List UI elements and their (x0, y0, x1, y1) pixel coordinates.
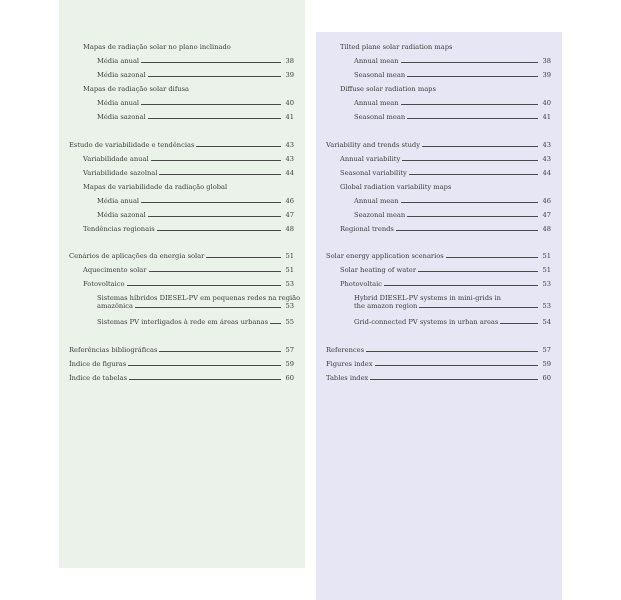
toc-entry[interactable] (354, 211, 551, 219)
toc-entry[interactable] (97, 294, 301, 310)
toc-page-number: 43 (542, 141, 551, 149)
toc-page-number: 43 (285, 141, 294, 149)
toc-entry-label: Seasonal mean (354, 113, 406, 121)
dot-leader (446, 257, 538, 258)
toc-entry-label: Seasonal variability (340, 169, 407, 177)
toc-entry-label: Cenários de aplicações da energia solar (69, 252, 205, 260)
toc-entry-label: Hybrid DIESEL-PV systems in mini-grids in (354, 294, 501, 302)
toc-page-number: 51 (542, 266, 551, 274)
toc-entry-label: Aquecimento solar (83, 266, 147, 274)
toc-entry[interactable] (354, 57, 551, 65)
dot-leader (135, 307, 281, 308)
toc-heading (340, 85, 551, 93)
toc-entry[interactable] (354, 294, 551, 310)
toc-page-number: 41 (542, 113, 551, 121)
toc-entry-label: Sistemas híbridos DIESEL-PV em pequenas redes na região (97, 294, 301, 302)
dot-leader (159, 174, 281, 175)
toc-entry[interactable] (69, 141, 294, 149)
toc-entry[interactable] (326, 374, 551, 382)
toc-entry-label: Tables index (326, 374, 369, 382)
toc-entry-label-continued: the amazon region (354, 302, 418, 310)
toc-entry-label: Annual mean (354, 99, 399, 107)
toc-entry-label: Estudo de variabilidade e tendências (69, 141, 195, 149)
dot-leader (141, 202, 281, 203)
dot-leader (159, 351, 281, 352)
toc-entry[interactable] (340, 225, 551, 233)
toc-entry[interactable] (97, 211, 294, 219)
toc-entry[interactable] (83, 169, 294, 177)
toc-page-number: 40 (542, 99, 551, 107)
toc-entry[interactable] (97, 99, 294, 107)
toc-entry[interactable] (97, 318, 294, 326)
toc-entry[interactable] (69, 374, 294, 382)
toc-entry-label: Mapas de variabilidade da radiação global (83, 183, 228, 191)
toc-entry-label: Variabilidade sazolnal (83, 169, 158, 177)
dot-leader (157, 230, 281, 231)
toc-entry-label: Média anual (97, 197, 140, 205)
toc-page-number: 48 (542, 225, 551, 233)
dot-leader (141, 62, 281, 63)
toc-page-number: 43 (285, 155, 294, 163)
toc-entry-label: Tilted plane solar radiation maps (340, 43, 453, 51)
toc-entry-label: Solar heating of water (340, 266, 417, 274)
toc-page-number: 40 (285, 99, 294, 107)
dot-leader (396, 230, 538, 231)
dot-leader (407, 118, 538, 119)
toc-entry-label: Mapas de radiação solar difusa (83, 85, 190, 93)
toc-entry[interactable] (354, 197, 551, 205)
toc-page-number: 53 (285, 280, 294, 288)
toc-entry[interactable] (326, 346, 551, 354)
toc-entry-label: Índice de tabelas (69, 374, 128, 382)
toc-entry[interactable] (97, 197, 294, 205)
dot-leader (127, 285, 281, 286)
toc-page-number: 39 (285, 71, 294, 79)
toc-page-number: 55 (285, 318, 294, 326)
dot-leader (151, 160, 281, 161)
dot-leader (196, 146, 281, 147)
dot-leader (148, 118, 281, 119)
toc-page-number: 51 (285, 266, 294, 274)
toc-entry[interactable] (97, 71, 294, 79)
toc-entry[interactable] (97, 57, 294, 65)
toc-entry-label: Annual variability (340, 155, 401, 163)
toc-entry-label: Sistemas PV interligados à rede em áreas urbanas (97, 318, 269, 326)
toc-page-number: 47 (285, 211, 294, 219)
dot-leader (366, 351, 538, 352)
dot-leader (129, 379, 281, 380)
toc-entry-label: Diffuse solar radiation maps (340, 85, 436, 93)
toc-page-number: 38 (542, 57, 551, 65)
toc-entry-label-continued: amazônica (97, 302, 134, 310)
toc-entry[interactable] (83, 266, 294, 274)
dot-leader (206, 257, 281, 258)
dot-leader (409, 174, 538, 175)
toc-page-number: 51 (542, 252, 551, 260)
dot-leader (401, 62, 538, 63)
dot-leader (149, 271, 282, 272)
toc-page-number: 48 (285, 225, 294, 233)
toc-entry-label: Figures index (326, 360, 373, 368)
toc-entry-label: Seasonal mean (354, 71, 406, 79)
toc-page-number: 57 (542, 346, 551, 354)
toc-entry[interactable] (354, 71, 551, 79)
toc-page-number: 43 (542, 155, 551, 163)
toc-entry-label: Annual mean (354, 57, 399, 65)
toc-page-number: 46 (542, 197, 551, 205)
dot-leader (128, 365, 281, 366)
toc-entry[interactable] (340, 155, 551, 163)
toc-entry-label: Mapas de radiação solar no plano inclinado (83, 43, 231, 51)
toc-entry[interactable] (83, 155, 294, 163)
toc-page-number: 46 (285, 197, 294, 205)
toc-page-number: 53 (542, 280, 551, 288)
toc-entry[interactable] (97, 113, 294, 121)
toc-page-number: 60 (542, 374, 551, 382)
toc-entry[interactable] (83, 280, 294, 288)
dot-leader (419, 307, 538, 308)
dot-leader (375, 365, 538, 366)
toc-page-number: 44 (285, 169, 294, 177)
toc-entry-label: Média anual (97, 99, 140, 107)
toc-entry[interactable] (340, 169, 551, 177)
toc-page-number: 39 (542, 71, 551, 79)
toc-entry-label: Média anual (97, 57, 140, 65)
toc-entry-label: Tendências regionais (83, 225, 155, 233)
toc-entry-label: Média sazonal (97, 211, 146, 219)
toc-entry[interactable] (69, 346, 294, 354)
dot-leader (370, 379, 538, 380)
dot-leader (401, 104, 538, 105)
toc-entry[interactable] (340, 280, 551, 288)
toc-entry-label: Média sazonal (97, 113, 146, 121)
toc-entry[interactable] (354, 318, 551, 326)
toc-page-number: 59 (285, 360, 294, 368)
toc-page-number: 47 (542, 211, 551, 219)
toc-entry[interactable] (69, 360, 294, 368)
toc-entry[interactable] (354, 99, 551, 107)
toc-entry-label: Variabilidade anual (83, 155, 149, 163)
toc-entry-label: Global radiation variability maps (340, 183, 452, 191)
toc-entry-label: Annual mean (354, 197, 399, 205)
toc-page-number: 53 (285, 302, 294, 310)
toc-page-number: 38 (285, 57, 294, 65)
toc-entry-label: Solar energy application scenarios (326, 252, 444, 260)
dot-leader (500, 323, 538, 324)
toc-heading (340, 183, 551, 191)
toc-page-number: 41 (285, 113, 294, 121)
dot-leader (270, 323, 281, 324)
dot-leader (384, 285, 538, 286)
dot-leader (148, 216, 281, 217)
toc-entry-label: Regional trends (340, 225, 394, 233)
dot-leader (401, 202, 538, 203)
toc-entry[interactable] (83, 225, 294, 233)
toc-heading (83, 183, 294, 191)
toc-entry-label: Média sazonal (97, 71, 146, 79)
toc-page-number: 51 (285, 252, 294, 260)
toc-heading (83, 43, 294, 51)
toc-entry[interactable] (326, 360, 551, 368)
dot-leader (141, 104, 281, 105)
toc-entry[interactable] (69, 252, 294, 260)
toc-page-number: 60 (285, 374, 294, 382)
dot-leader (402, 160, 538, 161)
toc-entry-label: Seazonal mean (354, 211, 406, 219)
toc-entry[interactable] (354, 113, 551, 121)
dot-leader (148, 76, 281, 77)
toc-page-number: 54 (542, 318, 551, 326)
toc-page-number: 59 (542, 360, 551, 368)
toc-entry-label: Grid-connected PV systems in urban areas (354, 318, 499, 326)
toc-entry-label: Fotovoltaico (83, 280, 125, 288)
toc-heading (340, 43, 551, 51)
dot-leader (407, 76, 538, 77)
toc-entry-label: Variability and trends study (326, 141, 420, 149)
toc-entry[interactable] (326, 252, 551, 260)
toc-entry-label: References (326, 346, 365, 354)
toc-page-number: 53 (542, 302, 551, 310)
toc-page-number: 57 (285, 346, 294, 354)
dot-leader (422, 146, 538, 147)
dot-leader (418, 271, 538, 272)
toc-entry-label: Índice de figuras (69, 360, 127, 368)
toc-entry-label: Referências bibliográficas (69, 346, 158, 354)
toc-entry-label: Photovoltaic (340, 280, 383, 288)
toc-entry[interactable] (326, 141, 551, 149)
dot-leader (407, 216, 538, 217)
toc-entry[interactable] (340, 266, 551, 274)
toc-page-number: 44 (542, 169, 551, 177)
toc-heading (83, 85, 294, 93)
